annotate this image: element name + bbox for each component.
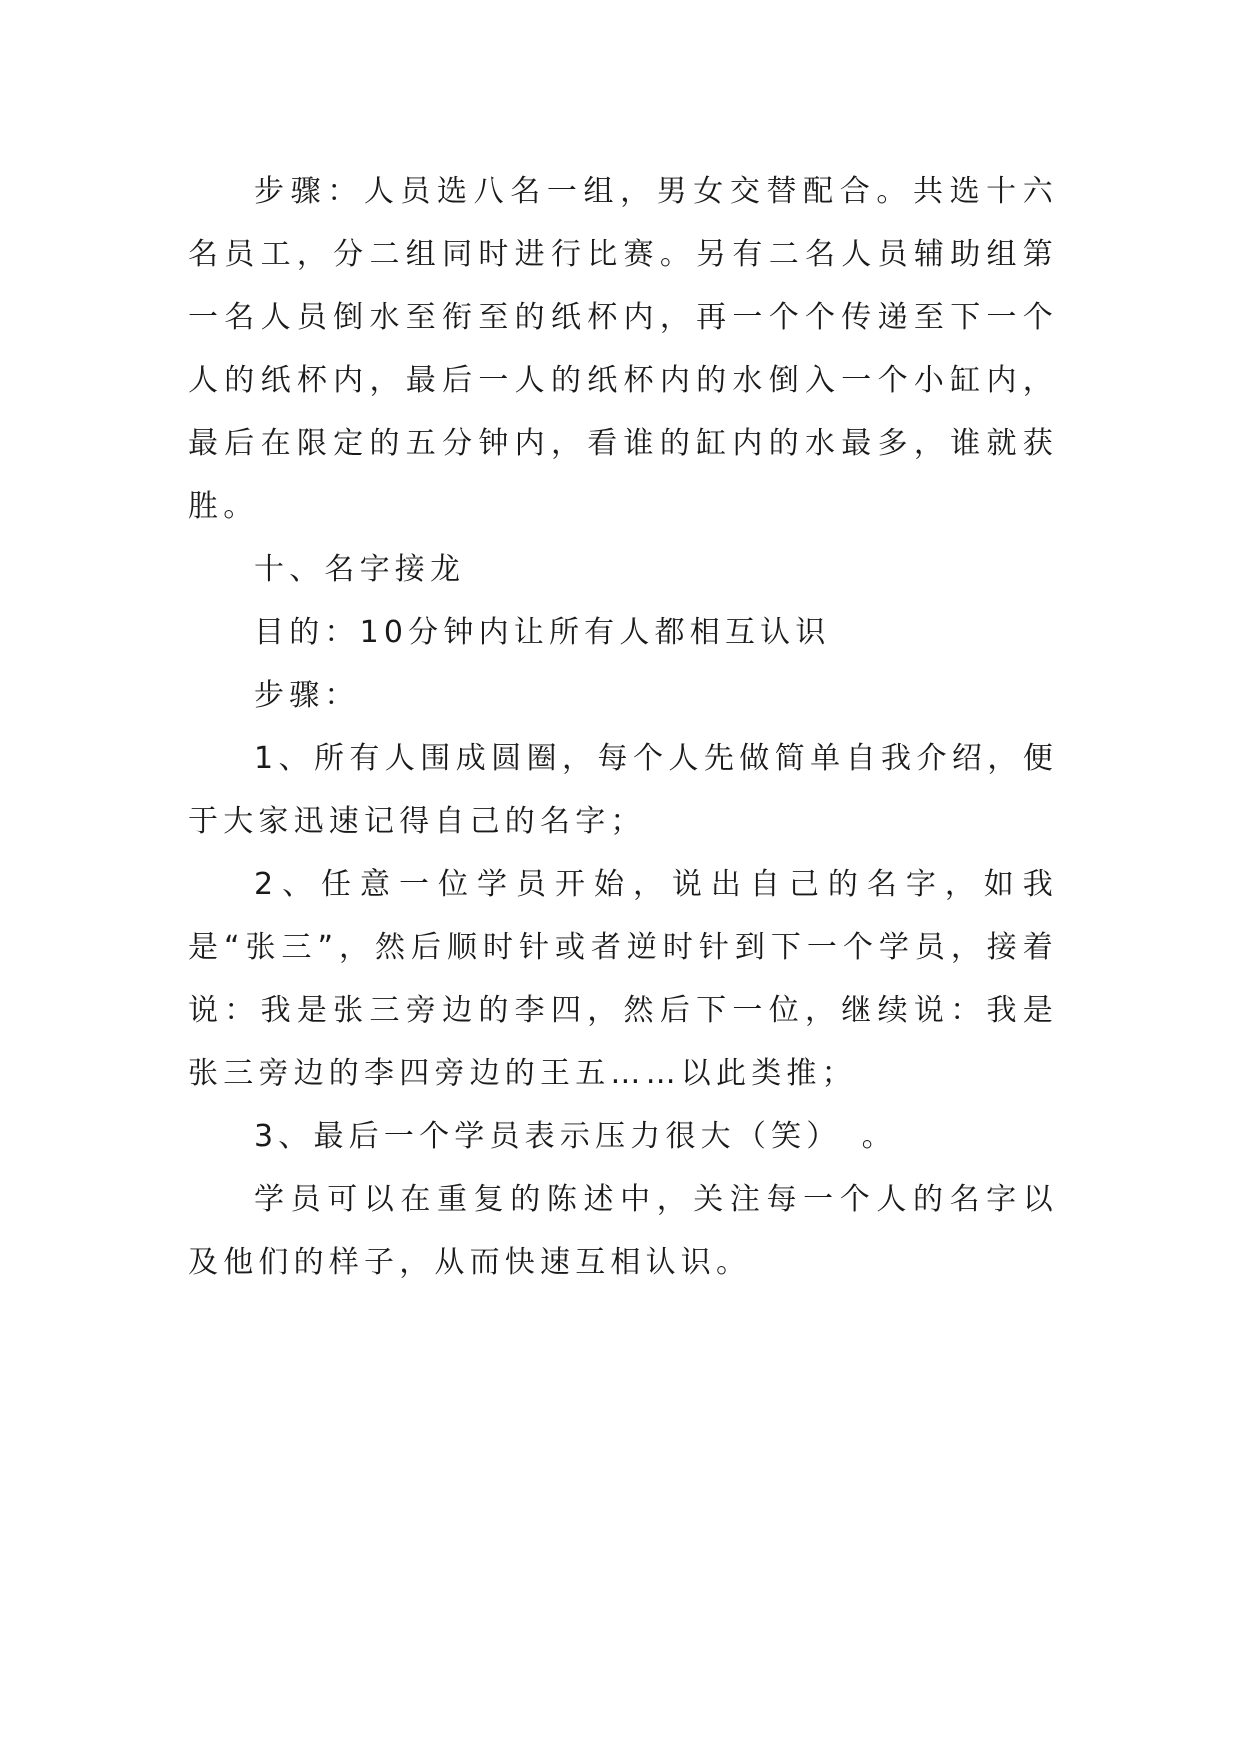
paragraph-purpose: 目的：10分钟内让所有人都相互认识 — [254, 615, 831, 650]
paragraph-game-steps: 步骤：人员选八名一组，男女交替配合。共选十六名员工，分二组同时进行比赛。另有二名人员辅助组第一名人员倒水至衔至的纸杯内，再一个个传递至下一个人的纸杯内，最后一人的纸杯内的水倒入一个小缸内，最后在限定的五分钟内，看谁的缸内的水最多，谁就获胜。 — [188, 174, 1058, 524]
paragraph-step-1: 1、所有人围成圆圈，每个人先做简单自我介绍，便于大家迅速记得自己的名字； — [188, 741, 1058, 839]
paragraph-step-2: 2、任意一位学员开始，说出自己的名字，如我是“张三”，然后顺时针或者逆时针到下一个学员，接着说：我是张三旁边的李四，然后下一位，继续说：我是张三旁边的李四旁边的王五……以此类推； — [188, 867, 1058, 1091]
document-body — [188, 160, 1058, 1294]
section-heading-name-chain: 十、名字接龙 — [254, 552, 466, 587]
paragraph-steps-label: 步骤： — [254, 678, 360, 713]
paragraph-step-3: 3、最后一个学员表示压力很大（笑） 。 — [254, 1119, 897, 1154]
paragraph-summary: 学员可以在重复的陈述中，关注每一个人的名字以及他们的样子，从而快速互相认识。 — [188, 1182, 1058, 1280]
